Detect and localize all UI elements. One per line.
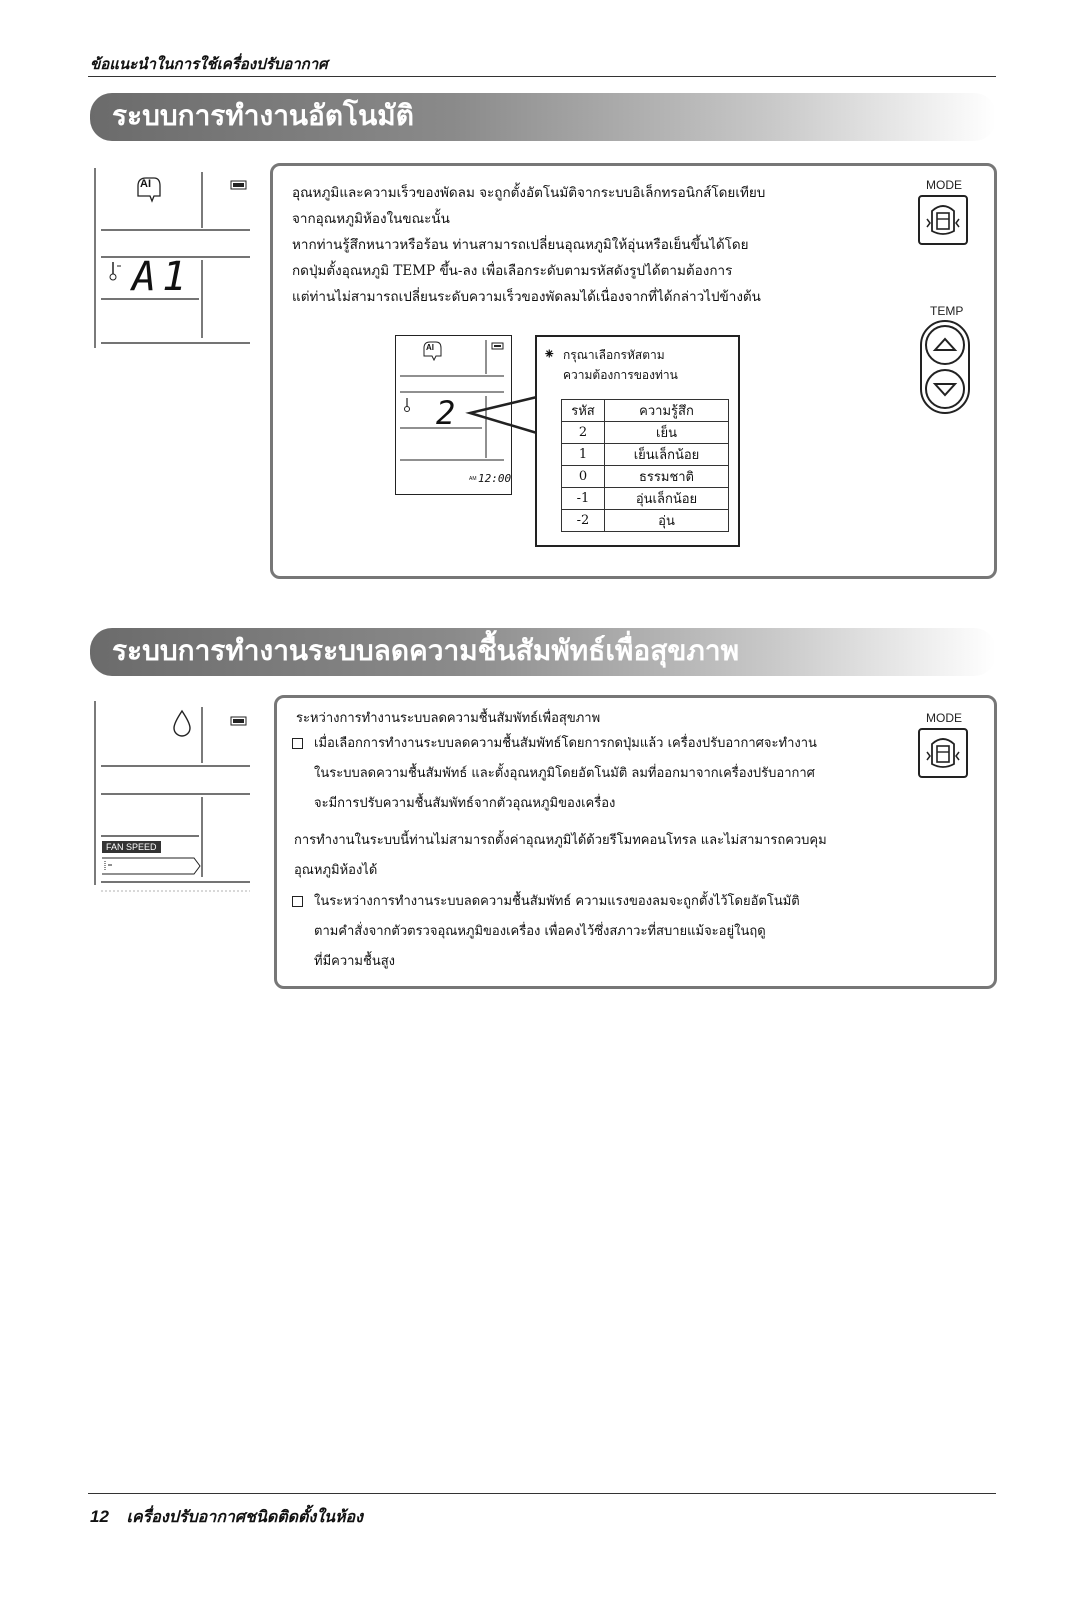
section1-banner (90, 93, 996, 141)
fan-speed-label: FAN SPEED (102, 841, 161, 853)
section1-title: ระบบการทำงานอัตโนมัติ (112, 101, 414, 132)
section2-title: ระบบการทำงานระบบลดความชื้นสัมพัทธ์เพื่อสุขภาพ (112, 636, 740, 667)
lcd-small-display: 2 (436, 394, 456, 432)
callout-pointer (455, 385, 545, 445)
asterisk-icon: ⁕ (543, 345, 556, 363)
chevron-up-icon (927, 327, 963, 363)
section2-bullet2 (292, 894, 800, 977)
code-table-box (535, 335, 740, 547)
section2-plain-text (294, 826, 827, 886)
checkbox-bullet-icon (292, 896, 303, 907)
table-row (562, 422, 729, 444)
mode-label: MODE (926, 178, 962, 192)
clock-ampm: AM (469, 476, 477, 482)
footer-rule (88, 1493, 996, 1494)
ai-icon: AI (140, 178, 151, 190)
note-text (563, 345, 678, 385)
temp-button-group (920, 320, 970, 414)
paragraph-line: อุณหภูมิและความเร็วของพัดลม จะถูกตั้งอัตโนมัติจากระบบอิเล็กทรอนิกส์โดยเทียบ (292, 185, 766, 201)
table-row (562, 510, 729, 532)
chevron-down-icon (927, 371, 963, 407)
ai-icon: AI (426, 343, 434, 352)
table-cell-feeling: ธรรมชาติ (605, 466, 729, 488)
lcd-auto-mode (94, 168, 258, 348)
table-cell-feeling: เย็นเล็กน้อย (605, 444, 729, 466)
footer (90, 1505, 363, 1530)
table-cell-code: 2 (562, 422, 605, 444)
table-cell-code: -1 (562, 488, 605, 510)
paragraph-line: กดปุ่มตั้งอุณหภูมิ TEMP ขึ้น-ลง เพื่อเลือกระดับตามรหัสดังรูปได้ตามต้องการ (292, 263, 733, 279)
bullet-line: เมื่อเลือกการทำงานระบบลดความชื้นสัมพัทธ์โดยการกดปุ่มแล้ว เครื่องปรับอากาศจะทำงาน (314, 736, 817, 751)
table-header-code: รหัส (562, 400, 605, 422)
plain-line: การทำงานในระบบนี้ท่านไม่สามารถตั้งค่าอุณหภูมิได้ด้วยรีโมทคอนโทรล และไม่สามารถควบคุม (294, 833, 827, 848)
table-cell-feeling: อุ่นเล็กน้อย (605, 488, 729, 510)
page-number: 12 (90, 1507, 109, 1526)
temp-down-button[interactable] (925, 369, 965, 409)
plain-line: อุณหภูมิห้องได้ (294, 863, 378, 878)
bullet-line: จะมีการปรับความชื้นสัมพัทธ์จากตัวอุณหภูมิของเครื่อง (314, 796, 616, 811)
bullet-line: ในระหว่างการทำงานระบบลดความชื้นสัมพัทธ์ ความแรงของลมจะถูกตั้งไว้โดยอัตโนมัติ (314, 894, 800, 909)
lcd-dehumidify-mode (94, 701, 258, 893)
mode-icon (920, 730, 966, 776)
table-cell-feeling: อุ่น (605, 510, 729, 532)
mode-icon (920, 197, 966, 243)
clock-value: 12:00 (478, 472, 512, 485)
table-cell-feeling: เย็น (605, 422, 729, 444)
header-rule (88, 76, 996, 77)
section2-subtitle: ระหว่างการทำงานระบบลดความชื้นสัมพัทธ์เพื่อสุขภาพ (296, 711, 601, 726)
section1-paragraph (292, 180, 765, 310)
bullet-line: ตามคำสั่งจากตัวตรวจอุณหภูมิของเครื่อง เพื่อคงไว้ซึ่งสภาวะที่สบายแม้จะอยู่ในฤดู (314, 924, 766, 939)
footer-title: เครื่องปรับอากาศชนิดติดตั้งในห้อง (126, 1507, 363, 1526)
paragraph-line: แต่ท่านไม่สามารถเปลี่ยนระดับความเร็วของพัดลมได้เนื่องจากที่ได้กล่าวไปข้างต้น (292, 289, 761, 305)
section2-bullet1 (292, 736, 817, 819)
table-header-row (562, 400, 729, 422)
table-row (562, 488, 729, 510)
note-line: ความต้องการของท่าน (563, 368, 678, 382)
table-row (562, 466, 729, 488)
table-cell-code: 0 (562, 466, 605, 488)
section2-banner (90, 628, 996, 676)
checkbox-bullet-icon (292, 738, 303, 749)
paragraph-line: หากท่านรู้สึกหนาวหรือร้อน ท่านสามารถเปลี่ยนอุณหภูมิให้อุ่นหรือเย็นขึ้นได้โดย (292, 237, 749, 253)
code-table (561, 399, 729, 532)
table-cell-code: 1 (562, 444, 605, 466)
bullet-line: ในระบบลดความชื้นสัมพัทธ์ และตั้งอุณหภูมิโดยอัตโนมัติ ลมที่ออกมาจากเครื่องปรับอากาศ (314, 766, 815, 781)
mode-button[interactable] (918, 728, 968, 778)
droplet-icon (174, 711, 190, 736)
mode-button[interactable] (918, 195, 968, 245)
temp-up-button[interactable] (925, 325, 965, 365)
note-line: กรุณาเลือกรหัสตาม (563, 348, 665, 362)
mode-label: MODE (926, 711, 962, 725)
table-row (562, 444, 729, 466)
paragraph-line: จากอุณหภูมิห้องในขณะนั้น (292, 211, 450, 227)
lcd-display-value: A1 (132, 254, 193, 300)
bullet-line: ที่มีความชื้นสูง (314, 954, 395, 969)
temp-label: TEMP (930, 304, 964, 318)
table-header-feeling: ความรู้สึก (605, 400, 729, 422)
table-cell-code: -2 (562, 510, 605, 532)
running-header: ข้อแนะนำในการใช้เครื่องปรับอากาศ (90, 55, 328, 73)
